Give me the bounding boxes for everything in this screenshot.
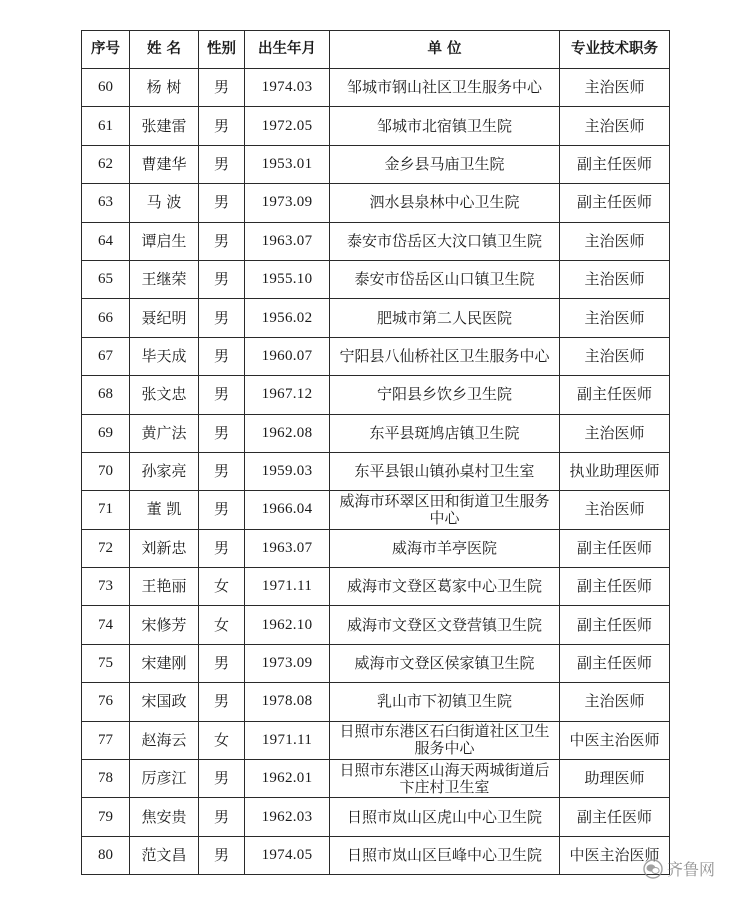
row-number: 62 [82,145,130,183]
work-unit: 宁阳县八仙桥社区卫生服务中心 [330,337,560,375]
professional-title: 主治医师 [560,107,670,145]
professional-title: 主治医师 [560,260,670,298]
table-row [82,606,670,644]
row-number: 61 [82,107,130,145]
table-row [82,529,670,567]
table-row [82,491,670,529]
gender: 男 [199,683,245,721]
row-number: 80 [82,836,130,874]
professional-title: 副主任医师 [560,606,670,644]
person-name: 焦安贵 [130,798,199,836]
birth-date: 1962.03 [245,798,330,836]
work-unit: 日照市东港区石臼街道社区卫生服务中心 [330,721,560,759]
person-name: 宋建刚 [130,644,199,682]
work-unit: 威海市文登区侯家镇卫生院 [330,644,560,682]
work-unit: 东平县银山镇孙桌村卫生室 [330,452,560,490]
table-row [82,414,670,452]
watermark [643,857,715,880]
header-name: 姓 名 [130,31,199,69]
work-unit: 威海市环翠区田和街道卫生服务中心 [330,491,560,529]
gender: 男 [199,184,245,222]
gender: 男 [199,260,245,298]
birth-date: 1971.11 [245,721,330,759]
birth-date: 1973.09 [245,644,330,682]
professional-title: 中医主治医师 [560,836,670,874]
gender: 男 [199,107,245,145]
work-unit: 泗水县泉林中心卫生院 [330,184,560,222]
gender: 男 [199,414,245,452]
person-name: 曹建华 [130,145,199,183]
table-row [82,798,670,836]
birth-date: 1963.07 [245,222,330,260]
birth-date: 1966.04 [245,491,330,529]
row-number: 73 [82,568,130,606]
work-unit: 日照市岚山区虎山中心卫生院 [330,798,560,836]
professional-title: 主治医师 [560,299,670,337]
row-number: 60 [82,69,130,107]
person-name: 厉彦江 [130,760,199,798]
birth-date: 1967.12 [245,376,330,414]
work-unit: 威海市羊亭医院 [330,529,560,567]
row-number: 65 [82,260,130,298]
birth-date: 1960.07 [245,337,330,375]
professional-title: 副主任医师 [560,145,670,183]
birth-date: 1978.08 [245,683,330,721]
professional-title: 主治医师 [560,414,670,452]
table-row [82,337,670,375]
table-row [82,683,670,721]
gender: 男 [199,452,245,490]
gender: 男 [199,529,245,567]
work-unit: 金乡县马庙卫生院 [330,145,560,183]
person-name: 赵海云 [130,721,199,759]
row-number: 63 [82,184,130,222]
row-number: 74 [82,606,130,644]
wechat-logo-icon [643,859,663,879]
birth-date: 1955.10 [245,260,330,298]
table-row [82,760,670,798]
person-name: 谭启生 [130,222,199,260]
birth-date: 1956.02 [245,299,330,337]
work-unit: 日照市岚山区巨峰中心卫生院 [330,836,560,874]
person-name: 王艳丽 [130,568,199,606]
table-row [82,222,670,260]
table-row [82,145,670,183]
header-birth-date: 出生年月 [245,31,330,69]
professional-title: 副主任医师 [560,798,670,836]
person-name: 黄广法 [130,414,199,452]
row-number: 79 [82,798,130,836]
gender: 男 [199,69,245,107]
table-row [82,836,670,874]
row-number: 76 [82,683,130,721]
work-unit: 邹城市钢山社区卫生服务中心 [330,69,560,107]
professional-title: 执业助理医师 [560,452,670,490]
person-name: 董 凯 [130,491,199,529]
birth-date: 1953.01 [245,145,330,183]
professional-title: 副主任医师 [560,529,670,567]
gender: 女 [199,721,245,759]
person-name: 宋修芳 [130,606,199,644]
row-number: 68 [82,376,130,414]
person-name: 孙家亮 [130,452,199,490]
row-number: 75 [82,644,130,682]
work-unit: 邹城市北宿镇卫生院 [330,107,560,145]
birth-date: 1973.09 [245,184,330,222]
professional-title: 副主任医师 [560,184,670,222]
gender: 男 [199,798,245,836]
staff-table [81,30,670,875]
work-unit: 乳山市下初镇卫生院 [330,683,560,721]
row-number: 67 [82,337,130,375]
header-title: 专业技术职务 [560,31,670,69]
gender: 男 [199,491,245,529]
professional-title: 副主任医师 [560,568,670,606]
person-name: 范文昌 [130,836,199,874]
table-row [82,568,670,606]
watermark-text: 齐鲁网 [666,860,715,879]
birth-date: 1963.07 [245,529,330,567]
birth-date: 1971.11 [245,568,330,606]
person-name: 宋国政 [130,683,199,721]
birth-date: 1962.08 [245,414,330,452]
gender: 男 [199,337,245,375]
birth-date: 1974.03 [245,69,330,107]
table-row [82,69,670,107]
table-row [82,376,670,414]
birth-date: 1962.10 [245,606,330,644]
gender: 男 [199,376,245,414]
work-unit: 泰安市岱岳区大汶口镇卫生院 [330,222,560,260]
professional-title: 副主任医师 [560,644,670,682]
row-number: 66 [82,299,130,337]
row-number: 64 [82,222,130,260]
header-gender: 性别 [199,31,245,69]
gender: 男 [199,222,245,260]
person-name: 马 波 [130,184,199,222]
person-name: 刘新忠 [130,529,199,567]
birth-date: 1962.01 [245,760,330,798]
row-number: 69 [82,414,130,452]
table-row [82,299,670,337]
gender: 女 [199,606,245,644]
person-name: 张文忠 [130,376,199,414]
professional-title: 主治医师 [560,69,670,107]
table-header-row [82,31,670,69]
gender: 女 [199,568,245,606]
professional-title: 主治医师 [560,337,670,375]
table-row [82,644,670,682]
row-number: 71 [82,491,130,529]
person-name: 杨 树 [130,69,199,107]
professional-title: 主治医师 [560,683,670,721]
professional-title: 中医主治医师 [560,721,670,759]
work-unit: 威海市文登区葛家中心卫生院 [330,568,560,606]
header-number: 序号 [82,31,130,69]
gender: 男 [199,760,245,798]
row-number: 77 [82,721,130,759]
gender: 男 [199,299,245,337]
table-row [82,260,670,298]
table-row [82,184,670,222]
person-name: 王继荣 [130,260,199,298]
gender: 男 [199,644,245,682]
work-unit: 日照市东港区山海天两城街道后卞庄村卫生室 [330,760,560,798]
row-number: 70 [82,452,130,490]
birth-date: 1959.03 [245,452,330,490]
work-unit: 泰安市岱岳区山口镇卫生院 [330,260,560,298]
professional-title: 主治医师 [560,491,670,529]
professional-title: 助理医师 [560,760,670,798]
person-name: 毕天成 [130,337,199,375]
professional-title: 主治医师 [560,222,670,260]
birth-date: 1974.05 [245,836,330,874]
gender: 男 [199,145,245,183]
work-unit: 东平县斑鸠店镇卫生院 [330,414,560,452]
row-number: 72 [82,529,130,567]
header-unit: 单 位 [330,31,560,69]
table-row [82,721,670,759]
work-unit: 威海市文登区文登营镇卫生院 [330,606,560,644]
gender: 男 [199,836,245,874]
professional-title: 副主任医师 [560,376,670,414]
row-number: 78 [82,760,130,798]
birth-date: 1972.05 [245,107,330,145]
person-name: 聂纪明 [130,299,199,337]
table-row [82,452,670,490]
person-name: 张建雷 [130,107,199,145]
table-row [82,107,670,145]
work-unit: 宁阳县乡饮乡卫生院 [330,376,560,414]
work-unit: 肥城市第二人民医院 [330,299,560,337]
